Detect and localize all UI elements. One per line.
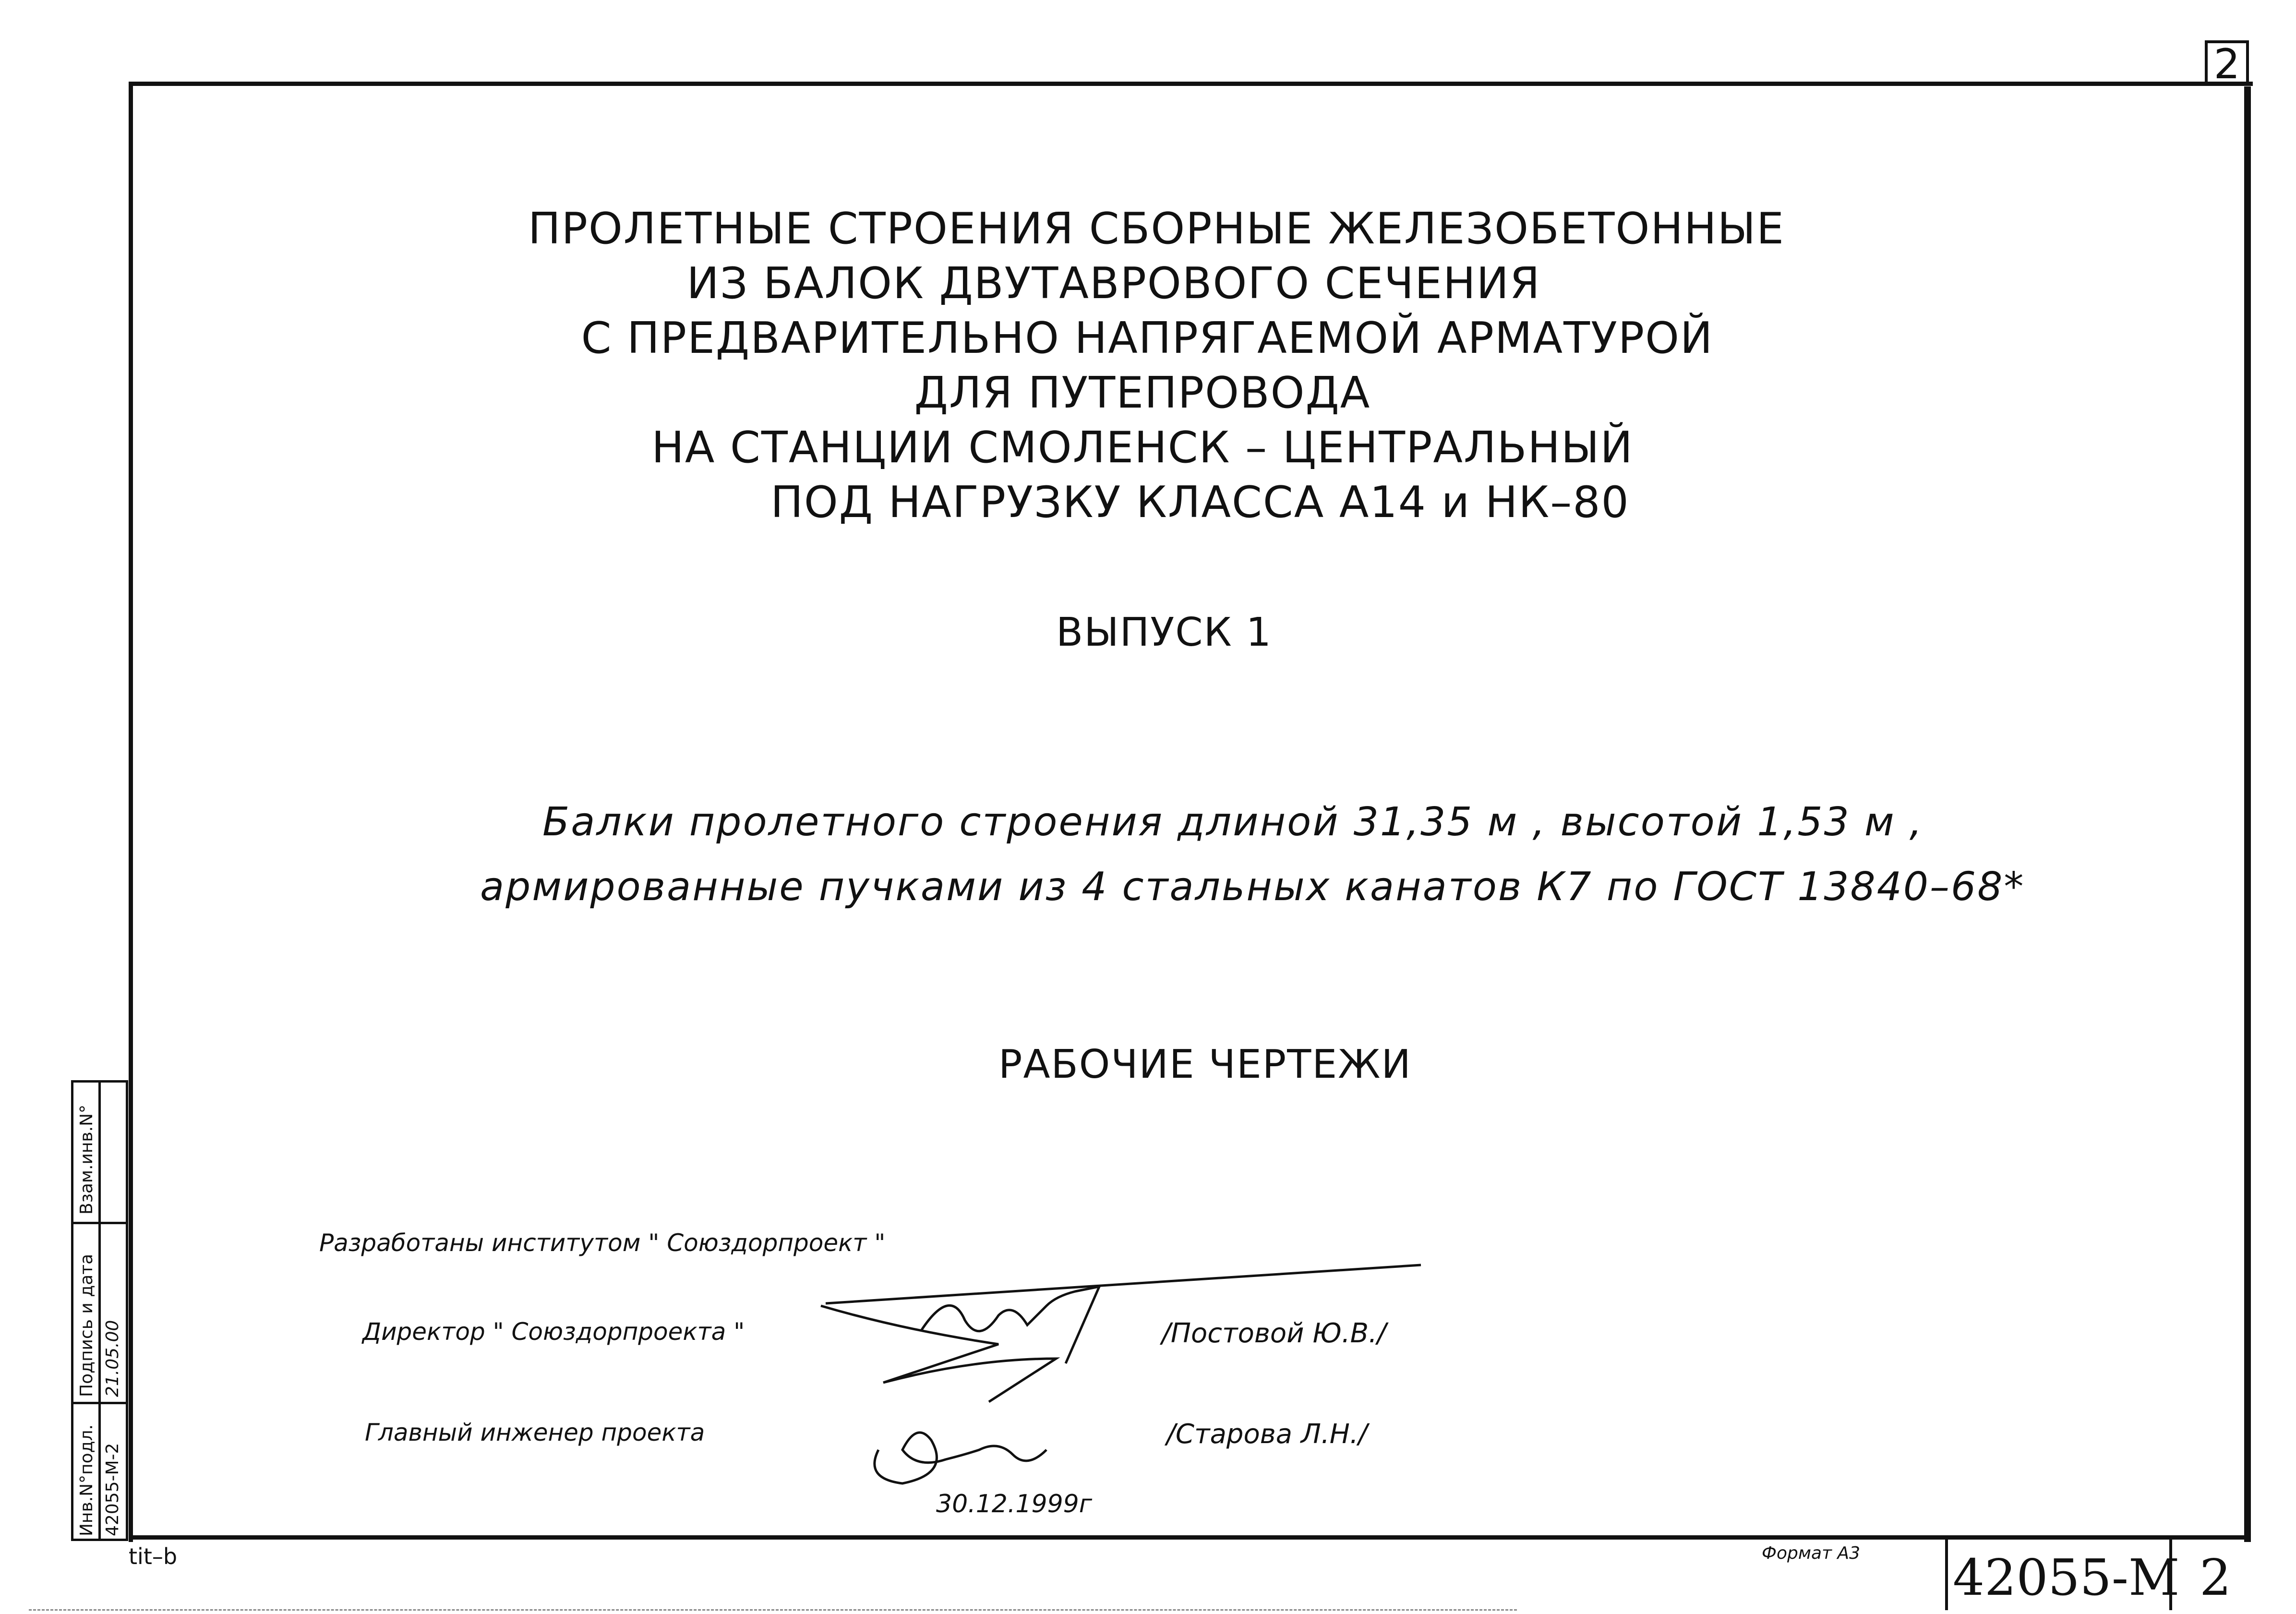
title-line: ПОД НАГРУЗКУ КЛАССА А14 и НК–80 bbox=[770, 477, 1630, 528]
director-role: Директор " Союздорпроекта " bbox=[362, 1318, 745, 1346]
paper-format: Формат А3 bbox=[1762, 1543, 1861, 1563]
title-line: ДЛЯ ПУТЕПРОВОДА bbox=[914, 368, 1371, 418]
file-code: tit–b bbox=[129, 1543, 178, 1569]
stamp-signature-label: Подпись и дата bbox=[77, 1253, 96, 1397]
document-title bbox=[528, 202, 1785, 530]
sheet-number-bottom: 2 bbox=[2200, 1548, 2232, 1607]
stamp-inventory-number: 42055-М-2 bbox=[103, 1443, 122, 1536]
stamp-replacement-label: Взам.инв.N° bbox=[77, 1104, 96, 1215]
developed-by: Разработаны институтом " Союздорпроект " bbox=[319, 1229, 886, 1257]
title-line: ИЗ БАЛОК ДВУТАВРОВОГО СЕЧЕНИЯ bbox=[686, 258, 1541, 309]
title-line: С ПРЕДВАРИТЕЛЬНО НАПРЯГАЕМОЙ АРМАТУРОЙ bbox=[581, 313, 1714, 363]
left-stamp bbox=[71, 1080, 132, 1541]
frame-bottom-border bbox=[129, 1535, 2251, 1540]
stamp-inventory-label: Инв.N°подл. bbox=[77, 1424, 96, 1536]
document-code: 42055-М bbox=[1953, 1548, 2180, 1607]
engineer-role: Главный инженер проекта bbox=[365, 1419, 705, 1446]
stamp-signature-date: 21.05.00 bbox=[103, 1320, 122, 1397]
working-drawings-label: РАБОЧИЕ ЧЕРТЕЖИ bbox=[998, 1042, 1412, 1087]
title-line: ПРОЛЕТНЫЕ СТРОЕНИЯ СБОРНЫЕ ЖЕЛЕЗОБЕТОННЫЕ bbox=[528, 204, 1785, 254]
engineer-name: /Старова Л.Н./ bbox=[1166, 1419, 1368, 1450]
director-signature-icon bbox=[821, 1306, 1056, 1402]
frame-right-border bbox=[2244, 86, 2251, 1542]
director-name: /Постовой Ю.В./ bbox=[1162, 1318, 1386, 1349]
description-line-1: Балки пролетного строения длиной 31,35 м , высотой 1,53 м , bbox=[542, 799, 1923, 845]
scan-edge-line bbox=[29, 1609, 1517, 1611]
sheet-number-box bbox=[2205, 40, 2249, 88]
frame-top-border bbox=[131, 82, 2253, 86]
issue-number: ВЫПУСК 1 bbox=[1056, 610, 1272, 655]
engineer-signature-icon bbox=[875, 1433, 1046, 1483]
stamp-cell bbox=[98, 1080, 128, 1224]
signature-date: 30.12.1999г bbox=[936, 1490, 1093, 1517]
description-line-2: армированные пучками из 4 стальных канатов К7 по ГОСТ 13840–68* bbox=[480, 864, 2025, 910]
sheet-number-top: 2 bbox=[2213, 40, 2240, 88]
handwritten-signatures bbox=[806, 1248, 1479, 1517]
title-line: НА СТАНЦИИ СМОЛЕНСК – ЦЕНТРАЛЬНЫЙ bbox=[651, 422, 1634, 473]
